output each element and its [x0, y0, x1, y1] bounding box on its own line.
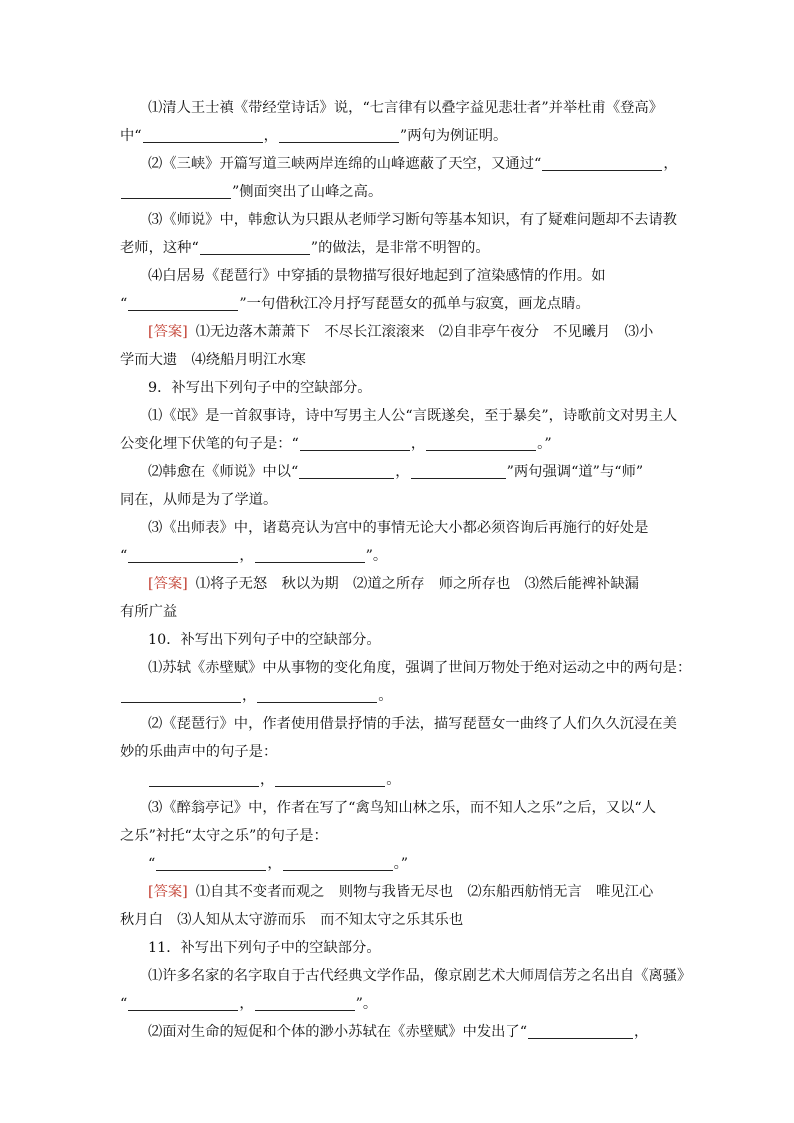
answer-line: [答案] ⑴自其不变者而观之 则物与我皆无尽也 ⑵东船西舫悄无言 唯见江心	[148, 884, 654, 900]
question-line: 中“ ， ”两句为例证明。	[120, 122, 676, 150]
answer-line: 秋月白 ⑶人知从太守游而乐 而不知太守之乐其乐也	[120, 912, 464, 928]
answer-blank[interactable]	[299, 461, 394, 479]
answer-blank[interactable]	[542, 153, 662, 171]
answer-blank[interactable]	[200, 237, 310, 255]
answer-blank[interactable]	[426, 433, 536, 451]
answer-blank[interactable]	[528, 1021, 633, 1039]
answer-blank[interactable]	[128, 293, 238, 311]
question-heading: 9．补写出下列句子中的空缺部分。	[148, 380, 372, 396]
answer-line: 学而大遗 ⑷绕船月明江水寒	[120, 352, 306, 368]
question-line: ， 。	[120, 682, 676, 710]
question-line: ⑷白居易《琵琶行》中穿插的景物描写很好地起到了渲染感情的作用。如	[148, 268, 606, 284]
answer-blank[interactable]	[411, 461, 506, 479]
answer-blank[interactable]	[300, 433, 410, 451]
answer-blank[interactable]	[283, 853, 393, 871]
answer-blank[interactable]	[149, 769, 259, 787]
question-line: ⑵《三峡》开篇写道三峡两岸连绵的山峰遮蔽了天空，又通过“ ，	[120, 150, 676, 178]
question-line: ⑶《醉翁亭记》中，作者在写了“禽鸟知山林之乐，而不知人之乐”之后，又以“人	[148, 800, 657, 816]
question-line: “ ， ”。	[120, 990, 676, 1018]
question-line: 公变化埋下伏笔的句子是：“ ， 。”	[120, 430, 676, 458]
answer-blank[interactable]	[156, 853, 266, 871]
question-line: ⑴清人王士禛《带经堂诗话》说，“七言律有以叠字益见悲壮者”并举杜甫《登高》	[148, 100, 664, 116]
answer-line: [答案] ⑴将子无怒 秋以为期 ⑵道之所存 师之所存也 ⑶然后能裨补缺漏	[148, 576, 639, 592]
document-page	[120, 94, 692, 1046]
question-line: “ ， 。”	[120, 850, 676, 878]
question-line: ⑶《师说》中，韩愈认为只跟从老师学习断句等基本知识，有了疑难问题却不去请教	[148, 212, 677, 228]
question-line: “ ”一句借秋江冷月抒写琵琶女的孤单与寂寞，画龙点睛。	[120, 290, 676, 318]
question-line: ”侧面突出了山峰之高。	[120, 178, 676, 206]
question-line: ， 。	[120, 766, 676, 794]
answer-blank[interactable]	[128, 545, 238, 563]
answer-blank[interactable]	[128, 993, 238, 1011]
answer-blank[interactable]	[143, 125, 263, 143]
question-line: 老师，这种“ ”的做法，是非常不明智的。	[120, 234, 676, 262]
answer-blank[interactable]	[121, 181, 231, 199]
answer-blank[interactable]	[257, 685, 377, 703]
question-line: ⑴许多名家的名字取自于古代经典文学作品，像京剧艺术大师周信芳之名出自《离骚》	[148, 968, 692, 984]
answer-blank[interactable]	[279, 125, 399, 143]
question-heading: 11．补写出下列句子中的空缺部分。	[148, 940, 381, 956]
question-line: ⑵韩愈在《师说》中以“ ， ”两句强调“道”与“师”	[120, 458, 676, 486]
question-heading: 10．补写出下列句子中的空缺部分。	[148, 632, 381, 648]
question-line: 之乐”衬托“太守之乐”的句子是：	[120, 828, 328, 844]
answer-label: [答案]	[148, 884, 188, 900]
answer-blank[interactable]	[275, 769, 385, 787]
answer-label: [答案]	[148, 576, 188, 592]
answer-blank[interactable]	[255, 993, 355, 1011]
question-line: ⑴《氓》是一首叙事诗，诗中写男主人公“言既遂矣，至于暴矣”，诗歌前文对男主人	[148, 408, 678, 424]
question-line: ⑵《琵琶行》中，作者使用借景抒情的手法，描写琵琶女一曲终了人们久久沉浸在美	[148, 716, 677, 732]
question-line: ⑴苏轼《赤壁赋》中从事物的变化角度，强调了世间万物处于绝对运动之中的两句是：	[148, 660, 692, 676]
answer-line: [答案] ⑴无边落木萧萧下 不尽长江滚滚来 ⑵自非亭午夜分 不见曦月 ⑶小	[148, 324, 654, 340]
question-line: “ ， ”。	[120, 542, 676, 570]
answer-blank[interactable]	[121, 685, 241, 703]
answer-label: [答案]	[148, 324, 188, 340]
answer-blank[interactable]	[255, 545, 365, 563]
question-line: ⑶《出师表》中，诸葛亮认为宫中的事情无论大小都必须咨询后再施行的好处是	[148, 520, 649, 536]
answer-line: 有所广益	[120, 604, 178, 620]
question-line: 同在，从师是为了学道。	[120, 492, 278, 508]
question-line: ⑵面对生命的短促和个体的渺小苏轼在《赤壁赋》中发出了“ ，	[120, 1018, 676, 1046]
question-line: 妙的乐曲声中的句子是：	[120, 744, 278, 760]
